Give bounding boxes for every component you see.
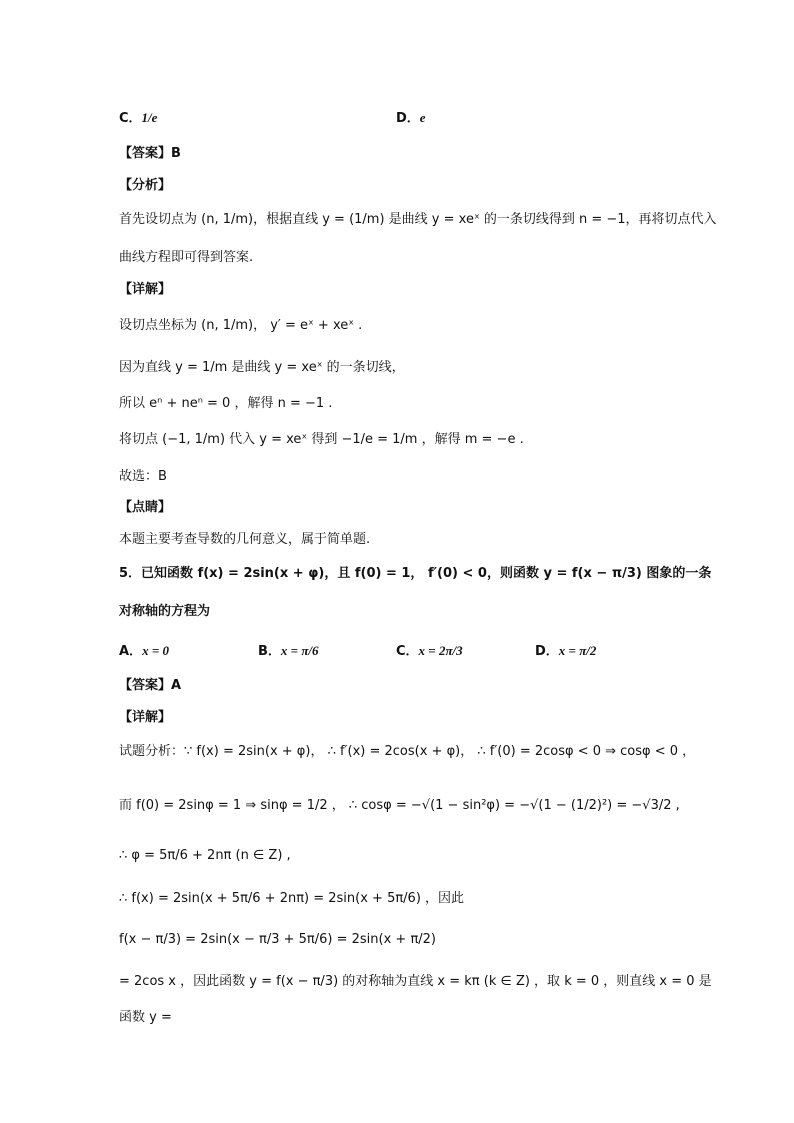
q4-detail-line-4: 将切点 (−1, 1/m) 代入 y = xeˣ 得到 −1/e = 1/m ，解得 m = −e . xyxy=(119,432,524,447)
option-label: D． xyxy=(535,644,559,659)
q4-detail-line-3: 所以 eⁿ + neⁿ = 0 ，解得 n = −1 . xyxy=(119,396,333,411)
option-label: B． xyxy=(258,644,281,659)
option-label: C． xyxy=(119,111,142,126)
q5-stem-line-2: 对称轴的方程为 xyxy=(119,604,211,619)
q5-solution-line-1: 试题分析：∵ f(x) = 2sin(x + φ)， ∴ f′(x) = 2cos(x + φ)， ∴ f′(0) = 2cosφ < 0 ⇒ cosφ < 0 ， xyxy=(119,744,696,759)
q5-solution-line-2: 而 f(0) = 2sinφ = 1 ⇒ sinφ = 1/2 ， ∴ cosφ = −√(1 − sin²φ) = −√(1 − (1/2)²) = −√3/2 , xyxy=(119,798,680,813)
q5-detail-tag: 【详解】 xyxy=(119,710,172,725)
q4-detail-tag: 【详解】 xyxy=(119,282,172,297)
q4-comment-line: 本题主要考查导数的几何意义，属于简单题. xyxy=(119,532,371,547)
option-value: x = π/2 xyxy=(558,643,597,658)
q4-answer: 【答案】B xyxy=(119,146,181,161)
q4-detail-line-2: 因为直线 y = 1/m 是曲线 y = xeˣ 的一条切线， xyxy=(119,360,405,375)
q5-option-d xyxy=(535,640,596,659)
option-value: x = 0 xyxy=(142,643,169,658)
option-c xyxy=(119,107,157,126)
option-label: D． xyxy=(396,111,420,126)
q5-option-a xyxy=(119,640,169,659)
option-value: e xyxy=(419,110,426,125)
q5-option-b xyxy=(258,640,319,659)
q5-answer: 【答案】A xyxy=(119,678,182,693)
q4-detail-line-1: 设切点坐标为 (n, 1/m)， y′ = eˣ + xeˣ . xyxy=(119,318,363,333)
q4-detail-line-5: 故选：B xyxy=(119,469,167,484)
q4-analysis-line-1: 首先设切点为 (n, 1/m)，根据直线 y = (1/m) 是曲线 y = xeˣ 的一条切线得到 n = −1，再将切点代入 xyxy=(119,212,717,227)
q5-solution-line-7: 函数 y = xyxy=(119,1010,172,1025)
option-label: C． xyxy=(396,644,419,659)
q4-comment-tag: 【点睛】 xyxy=(119,500,172,515)
q4-analysis-line-2: 曲线方程即可得到答案. xyxy=(119,250,254,265)
option-label: A． xyxy=(119,644,143,659)
option-value: 1/e xyxy=(141,110,158,125)
option-d xyxy=(396,107,426,126)
q5-solution-line-4: ∴ f(x) = 2sin(x + 5π/6 + 2nπ) = 2sin(x + 5π/6) ，因此 xyxy=(119,891,465,906)
option-value: x = 2π/3 xyxy=(418,643,463,658)
q5-solution-line-5: f(x − π/3) = 2sin(x − π/3 + 5π/6) = 2sin(x + π/2) xyxy=(119,932,437,947)
q5-option-c xyxy=(396,640,463,659)
q5-stem-line-1: 5．已知函数 f(x) = 2sin(x + φ)，且 f(0) = 1， f′(0) < 0，则函数 y = f(x − π/3) 图象的一条 xyxy=(119,566,712,581)
q5-solution-line-3: ∴ φ = 5π/6 + 2nπ (n ∈ Z) , xyxy=(119,848,291,863)
option-value: x = π/6 xyxy=(280,643,319,658)
q4-analysis-tag: 【分析】 xyxy=(119,178,172,193)
q5-solution-line-6: = 2cos x ，因此函数 y = f(x − π/3) 的对称轴为直线 x = kπ (k ∈ Z) ，取 k = 0 ，则直线 x = 0 是 xyxy=(119,974,712,989)
